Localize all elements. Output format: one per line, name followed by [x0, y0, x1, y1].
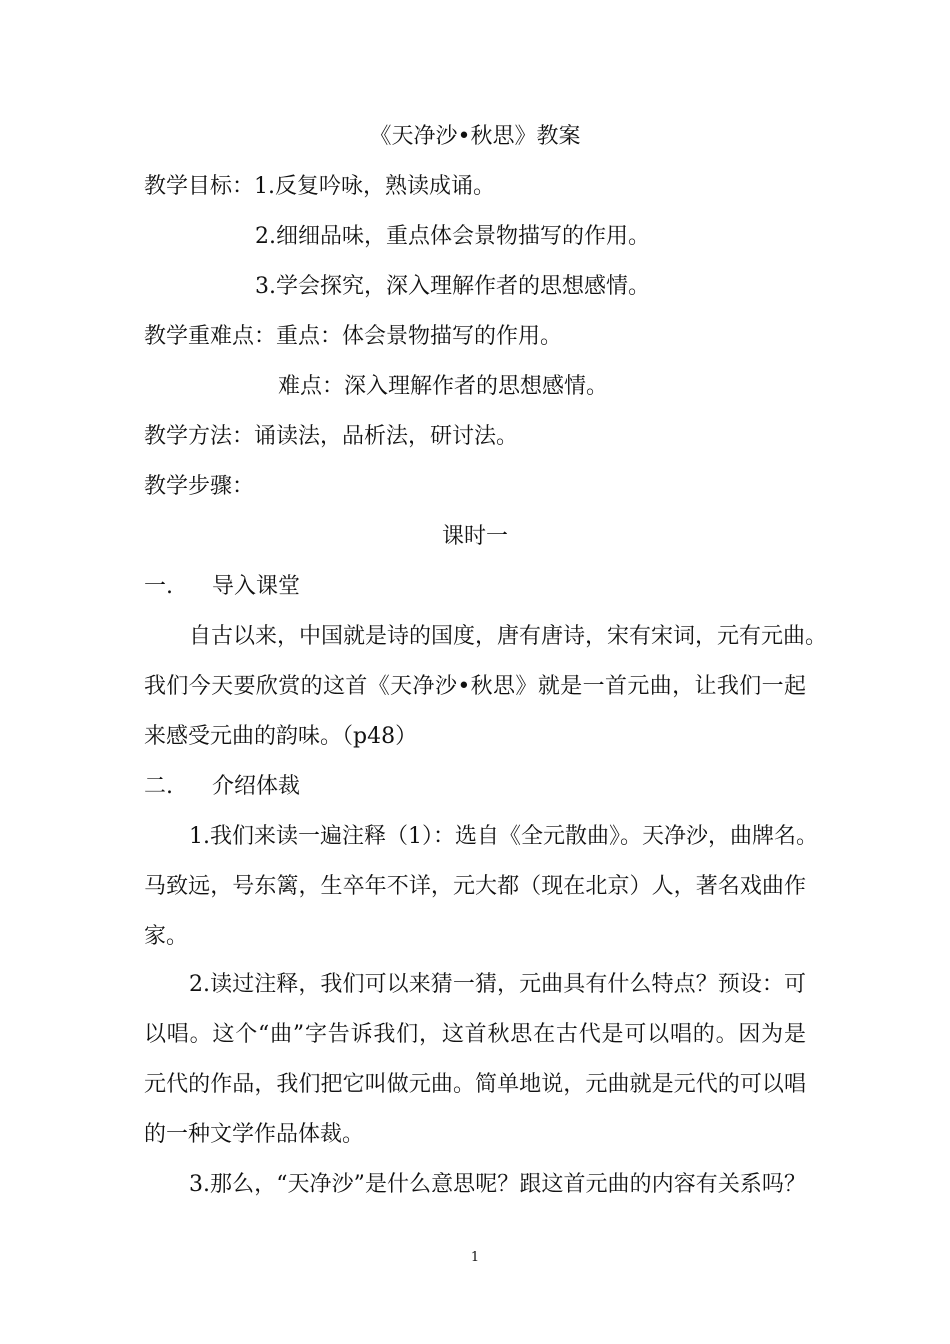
key-points-line [144, 322, 562, 352]
page-number: 1 [470, 1250, 480, 1265]
section-2-p3-line-1: 3.那么，“天净沙”是什么意思呢？跟这首元曲的内容有关系吗？ [189, 1172, 806, 1197]
section-1-line-3: 来感受元曲的韵味。（p48） [144, 724, 418, 749]
section-2-number: 二. [144, 774, 173, 799]
section-2-p2-line-3: 元代的作品，我们把它叫做元曲。简单地说，元曲就是元代的可以唱 [144, 1072, 806, 1097]
section-2-title: 介绍体裁 [212, 774, 301, 799]
section-2-p2-line-2: 以唱。这个“曲”字告诉我们，这首秋思在古代是可以唱的。因为是 [144, 1022, 806, 1047]
section-1-line-2: 我们今天要欣赏的这首《天净沙•秋思》就是一首元曲，让我们一起 [144, 674, 806, 699]
section-2-p1-line-2: 马致远，号东篱，生卒年不详，元大都（现在北京）人，著名戏曲作 [144, 874, 806, 899]
objective-item-2: 2.细细品味，重点体会景物描写的作用。 [255, 224, 650, 249]
section-2-p1-line-1: 1.我们来读一遍注释（1）：选自《全元散曲》。天净沙，曲牌名。 [189, 824, 818, 849]
objectives-label: 教学目标： [144, 174, 255, 199]
section-1-line-1: 自古以来，中国就是诗的国度，唐有唐诗，宋有宋词，元有元曲。 [189, 624, 828, 649]
key-point-focus: 重点：体会景物描写的作用。 [276, 324, 563, 349]
key-point-difficulty: 难点：深入理解作者的思想感情。 [278, 374, 609, 399]
section-1-title: 导入课堂 [212, 574, 301, 599]
teaching-methods: 教学方法：诵读法，品析法，研讨法。 [144, 424, 519, 449]
section-2-p2-line-1: 2.读过注释，我们可以来猜一猜，元曲具有什么特点？预设：可 [189, 972, 806, 997]
document-title: 《天净沙•秋思》教案 [369, 124, 581, 149]
objective-item-3: 3.学会探究，深入理解作者的思想感情。 [255, 274, 650, 299]
section-2-p2-line-4: 的一种文学作品体裁。 [144, 1122, 365, 1147]
teaching-steps-label: 教学步骤： [144, 474, 255, 499]
section-2-p1-line-3: 家。 [144, 924, 189, 949]
objective-item-1: 1.反复吟咏，熟读成诵。 [254, 174, 496, 199]
lesson-heading: 课时一 [441, 524, 508, 549]
objectives-line-1 [144, 172, 495, 202]
section-1-number: 一. [144, 574, 173, 599]
section-2-heading [144, 772, 300, 802]
section-1-heading [144, 572, 300, 602]
key-points-label: 教学重难点： [144, 324, 277, 349]
